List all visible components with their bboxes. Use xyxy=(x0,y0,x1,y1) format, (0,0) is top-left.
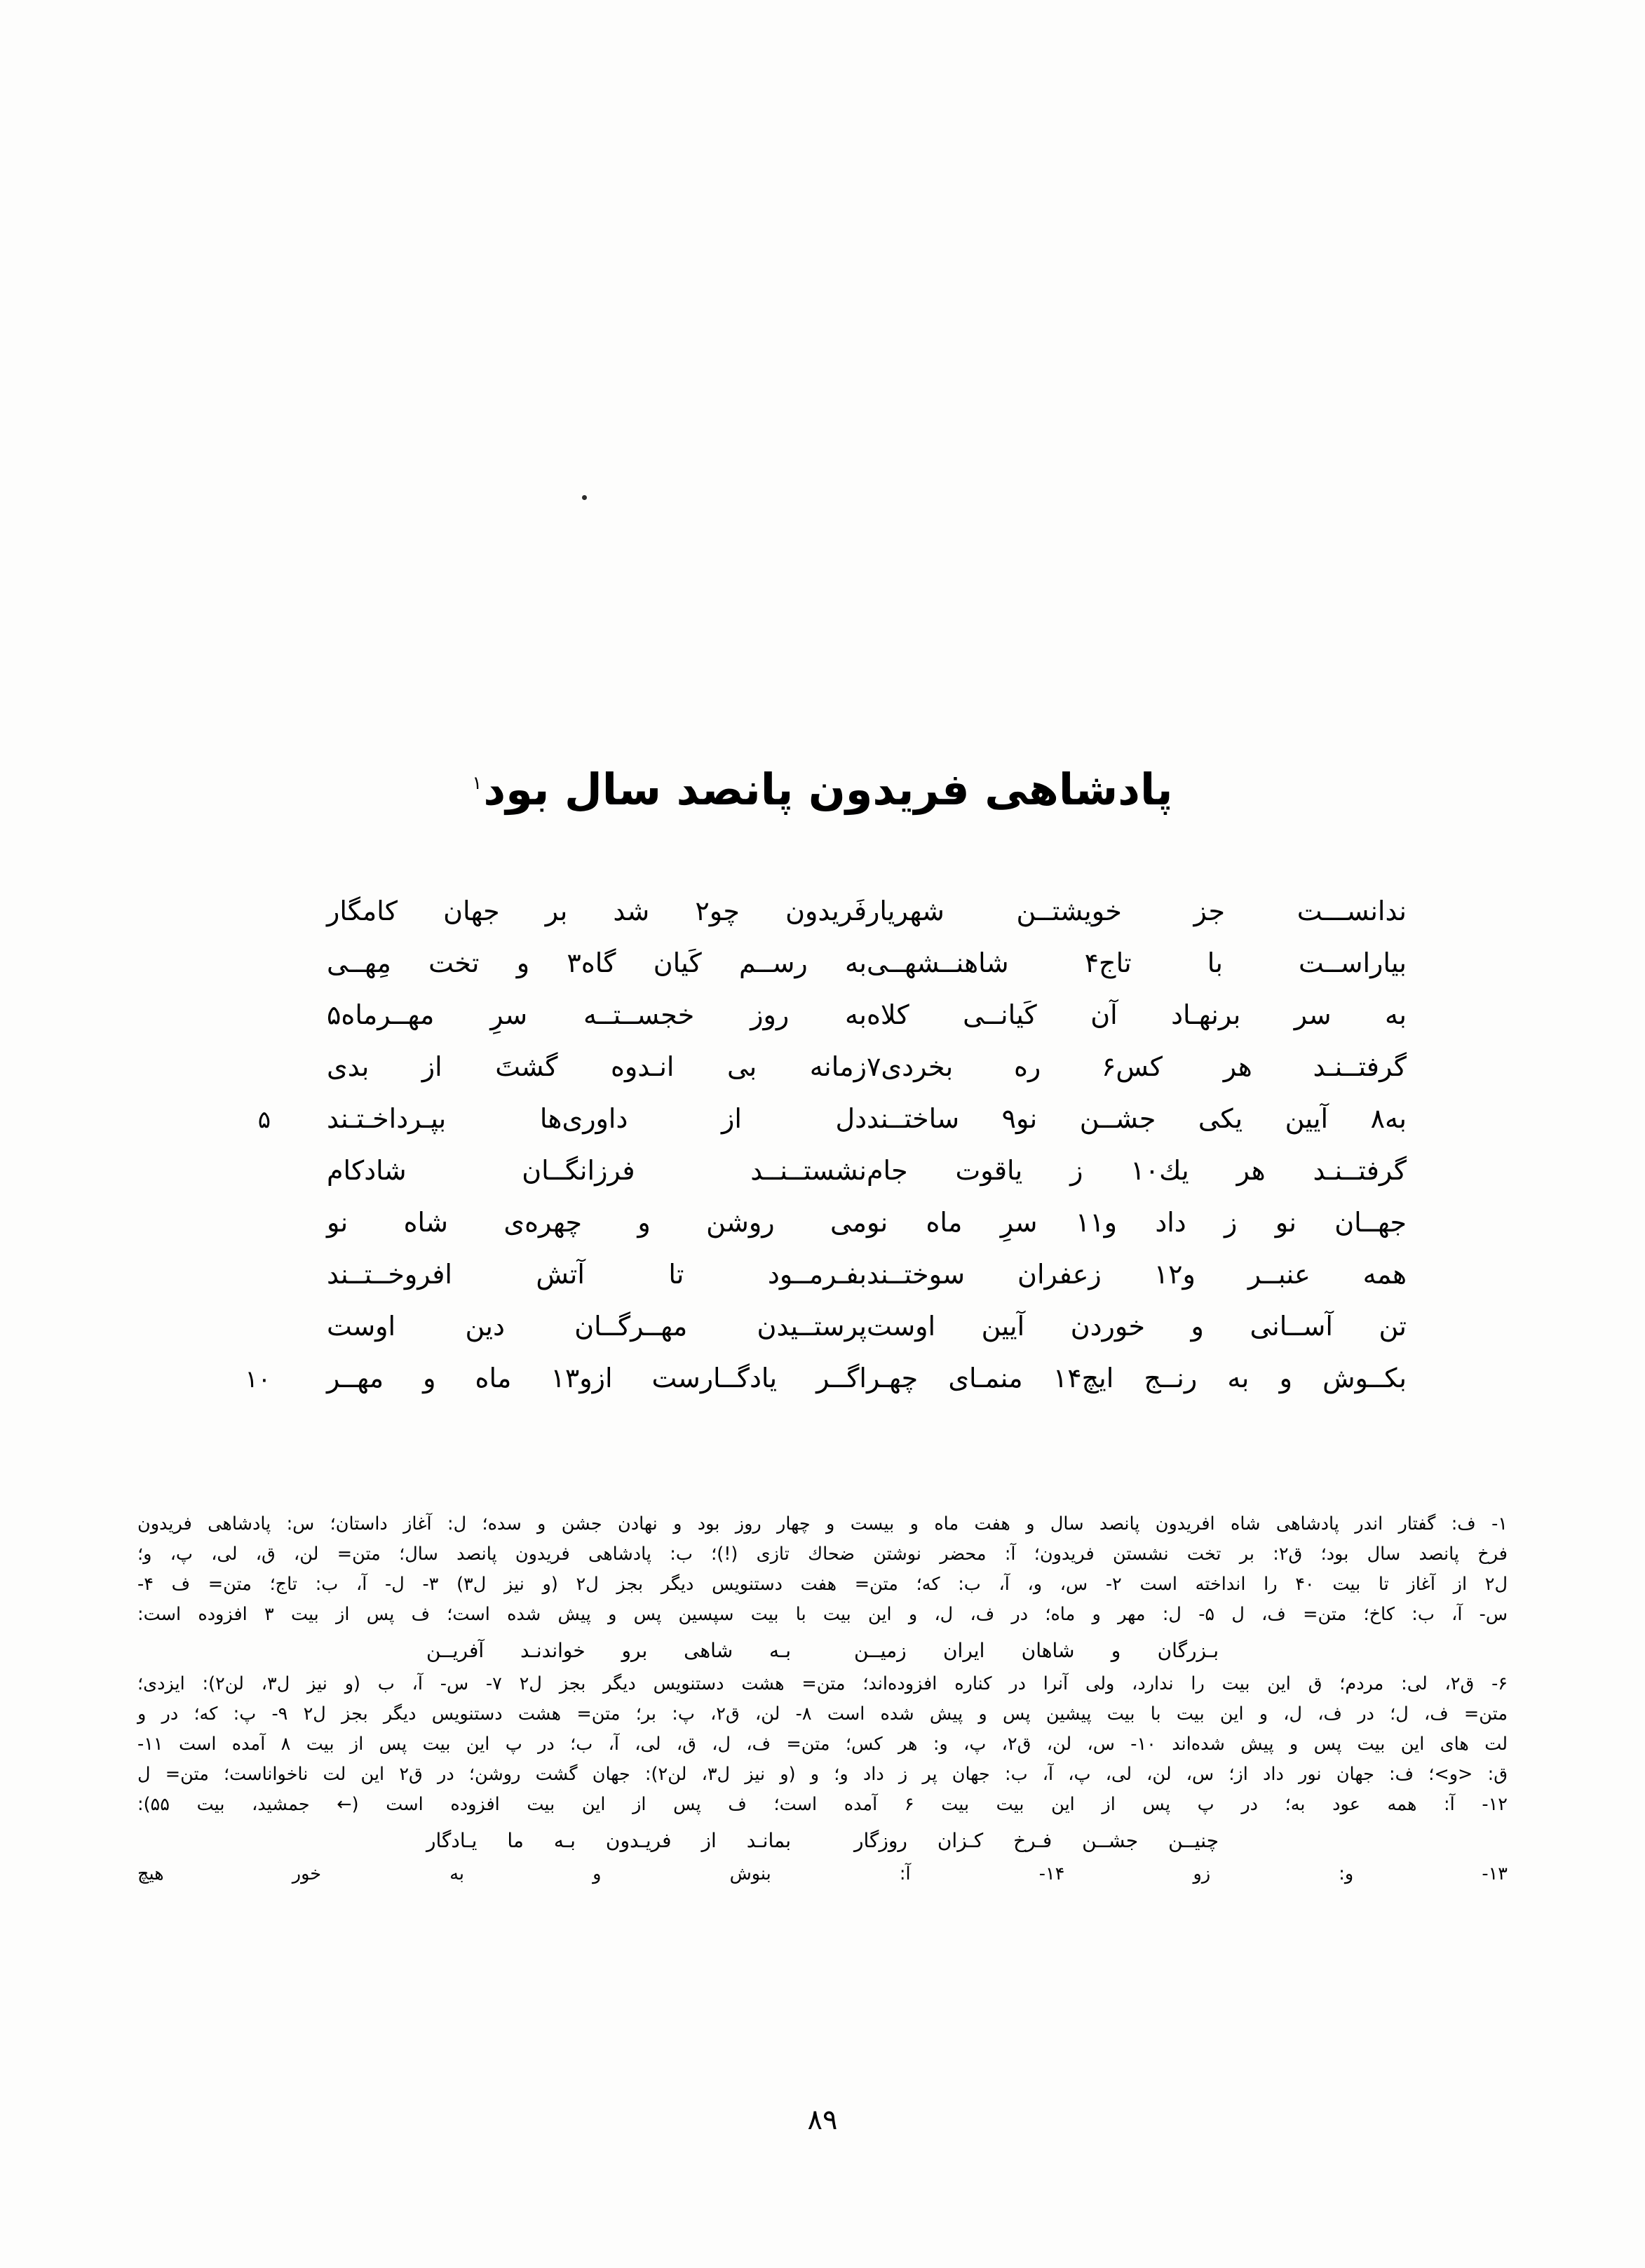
page-title-text: پادشاهی فریدون پانصد سال بود xyxy=(483,764,1173,815)
hemistich-left: همه عنبــر و۱۲ زعفران سوختــند xyxy=(867,1259,1407,1290)
verse-row xyxy=(210,937,1435,989)
inset-hemistich-left: بـه شاهی برو خواندنـد آفریــن xyxy=(426,1639,791,1662)
page-title xyxy=(0,766,1645,814)
critical-apparatus xyxy=(137,1509,1508,1889)
apparatus-line: لت های این بیت پس و پیش شده‌اند ۱۰- س، لن، ق۲، پ، و: هر کس؛ متن= ف، ل، ق، لی، آ، ب؛ در پ این بیت پس از بیت ۸ آمده است ۱۱- xyxy=(137,1734,1508,1755)
apparatus-line: ۱۲- آ: همه عود به؛ در پ پس از این بیت بیت ۶ آمده است؛ ف پس از این بیت افزوده است (← جمشید، بیت ۵۵): xyxy=(137,1794,1508,1815)
hemistich-right: به روز خجســتــه سرِ مهــرماه۵ xyxy=(327,999,867,1030)
apparatus-inset-verse xyxy=(137,1823,1508,1859)
hemistich-right: دل از داوری‌ها بپـرداخـتـند xyxy=(327,1103,867,1134)
hemistich-right: اگــر یادگــارست ازو۱۳ ماه و مهــر xyxy=(327,1363,867,1393)
verse-row xyxy=(210,1352,1435,1404)
apparatus-line: س- آ، ب: کاخ؛ متن= ف، ل ۵- ل: مهر و ماه؛ در ف، ل، و این بیت با بیت سپسین پس و پیش شده است؛ ف پس از بیت ۳ افزوده است: xyxy=(137,1604,1508,1625)
hemistich-left: بکــوش و به رنــج ایچ۱۴ منمـای چهـر xyxy=(867,1363,1407,1393)
verse-block xyxy=(210,885,1435,1404)
hemistich-left: تن آســانی و خوردن آیین اوست xyxy=(867,1311,1407,1342)
apparatus-line: ۱۳- و: زو ۱۴- آ: بنوش و به خور هیچ xyxy=(137,1863,1508,1884)
hemistich-left: گرفتــنـد هر کس۶ ره بخردی۷ xyxy=(867,1051,1407,1082)
hemistich-left: به سر برنهـاد آن کَیانــی کلاه xyxy=(867,999,1407,1030)
verse-row xyxy=(210,1145,1435,1196)
apparatus-inset-verse xyxy=(137,1633,1508,1669)
verse-row xyxy=(210,1093,1435,1145)
inset-hemistich-right: بـزرگان و شاهان ایران زمیــن xyxy=(854,1639,1219,1662)
hemistich-right: بفـرمــود تا آتش افروخــتــند xyxy=(327,1259,867,1290)
page-number: ۸۹ xyxy=(807,2104,838,2136)
hemistich-left: جهــان نو ز داد و۱۱ سرِ ماه نو xyxy=(867,1207,1407,1238)
verse-row xyxy=(210,1041,1435,1093)
verse-row xyxy=(210,989,1435,1041)
page-title-footnote-marker: ۱ xyxy=(472,773,482,795)
verse-row xyxy=(210,1248,1435,1300)
verse-number: ۵ xyxy=(257,1106,271,1134)
hemistich-left: به۸ آیین یکی جشــن نو۹ ساختــند xyxy=(867,1103,1407,1134)
verse-row xyxy=(210,1196,1435,1248)
apparatus-line: ق: <و>؛ ف: جهان نور داد از؛ س، لن، لی، پ، آ، ب: جهان پر ز داد و؛ و (و نیز ل۳، لن۲): جهان گشت روشن؛ در ق۲ این لت ناخواناست؛ متن= ل xyxy=(137,1764,1508,1785)
apparatus-line: ل۲ از آغاز تا بیت ۴۰ را انداخته است ۲- س، و، آ، ب: که؛ متن= هفت دستنویس دیگر بجز ل۲ (و نیز ل۳) ۳- ل- آ، ب: تاج؛ متن= ف ۴- xyxy=(137,1574,1508,1595)
inset-hemistich-right: چنیــن جشــن فـرخ کـزان روزگار xyxy=(854,1829,1219,1852)
apparatus-line: ۶- ق۲، لی: مردم؛ ق این بیت را ندارد، ولی آنرا در کناره افزوده‌اند؛ متن= هشت دستنویس دیگر بجز ل۲ ۷- س- آ، ب (و نیز ل۳، لن۲): ایزدی؛ xyxy=(137,1673,1508,1694)
apparatus-line: ۱- ف: گفتار اندر پادشاهی شاه افریدون پانصد سال و هفت ماه و بیست و چهار روز بود و نهادن جشن و سده؛ ل: آغاز داستان؛ س: پادشاهی فریدون xyxy=(137,1513,1508,1534)
hemistich-left: بیاراســت با تاج۴ شاهنــشهــی xyxy=(867,947,1407,978)
apparatus-line: متن= ف، ل؛ در ف، ل، و این بیت با بیت پیشین پس و پیش شده است ۸- لن، ق۲، پ: بر؛ متن= هشت دستنویس دیگر بجز ل۲ ۹- پ: که؛ در و xyxy=(137,1703,1508,1724)
verse-row xyxy=(210,1300,1435,1352)
verse-row xyxy=(210,885,1435,937)
hemistich-left: ندانســـت جز خویشتــن شهریار xyxy=(867,896,1407,926)
verse-number: ۱۰ xyxy=(245,1365,271,1393)
hemistich-left: گرفتــنـد هر یك۱۰ ز یاقوت جام xyxy=(867,1155,1407,1186)
hemistich-right: پرستــیدن مهــرگــان دین اوست xyxy=(327,1311,867,1342)
hemistich-right: فَریدون چو۲ شد بر جهان کامگار xyxy=(327,896,867,926)
hemistich-right: به رســم کَیان گاه۳ و تخت مِهــی xyxy=(327,947,867,978)
ink-speck xyxy=(582,495,587,500)
inset-hemistich-left: بمانـد از فریـدون بـه ما یـادگار xyxy=(426,1829,791,1852)
hemistich-right: می روشن و چهره‌ی شاه نو xyxy=(327,1207,867,1238)
hemistich-right: نشستــنــد فرزانگــان شادکام xyxy=(327,1155,867,1186)
hemistich-right: زمانه بی انـدوه گشتَ از بدی xyxy=(327,1051,867,1082)
apparatus-line: فرخ پانصد سال بود؛ ق۲: بر تخت نشستن فریدون؛ آ: محضر نوشتن ضحاك تازی (!)؛ ب: پادشاهی فریدون پانصد سال؛ متن= لن، ق، لی، پ، و؛ xyxy=(137,1544,1508,1565)
